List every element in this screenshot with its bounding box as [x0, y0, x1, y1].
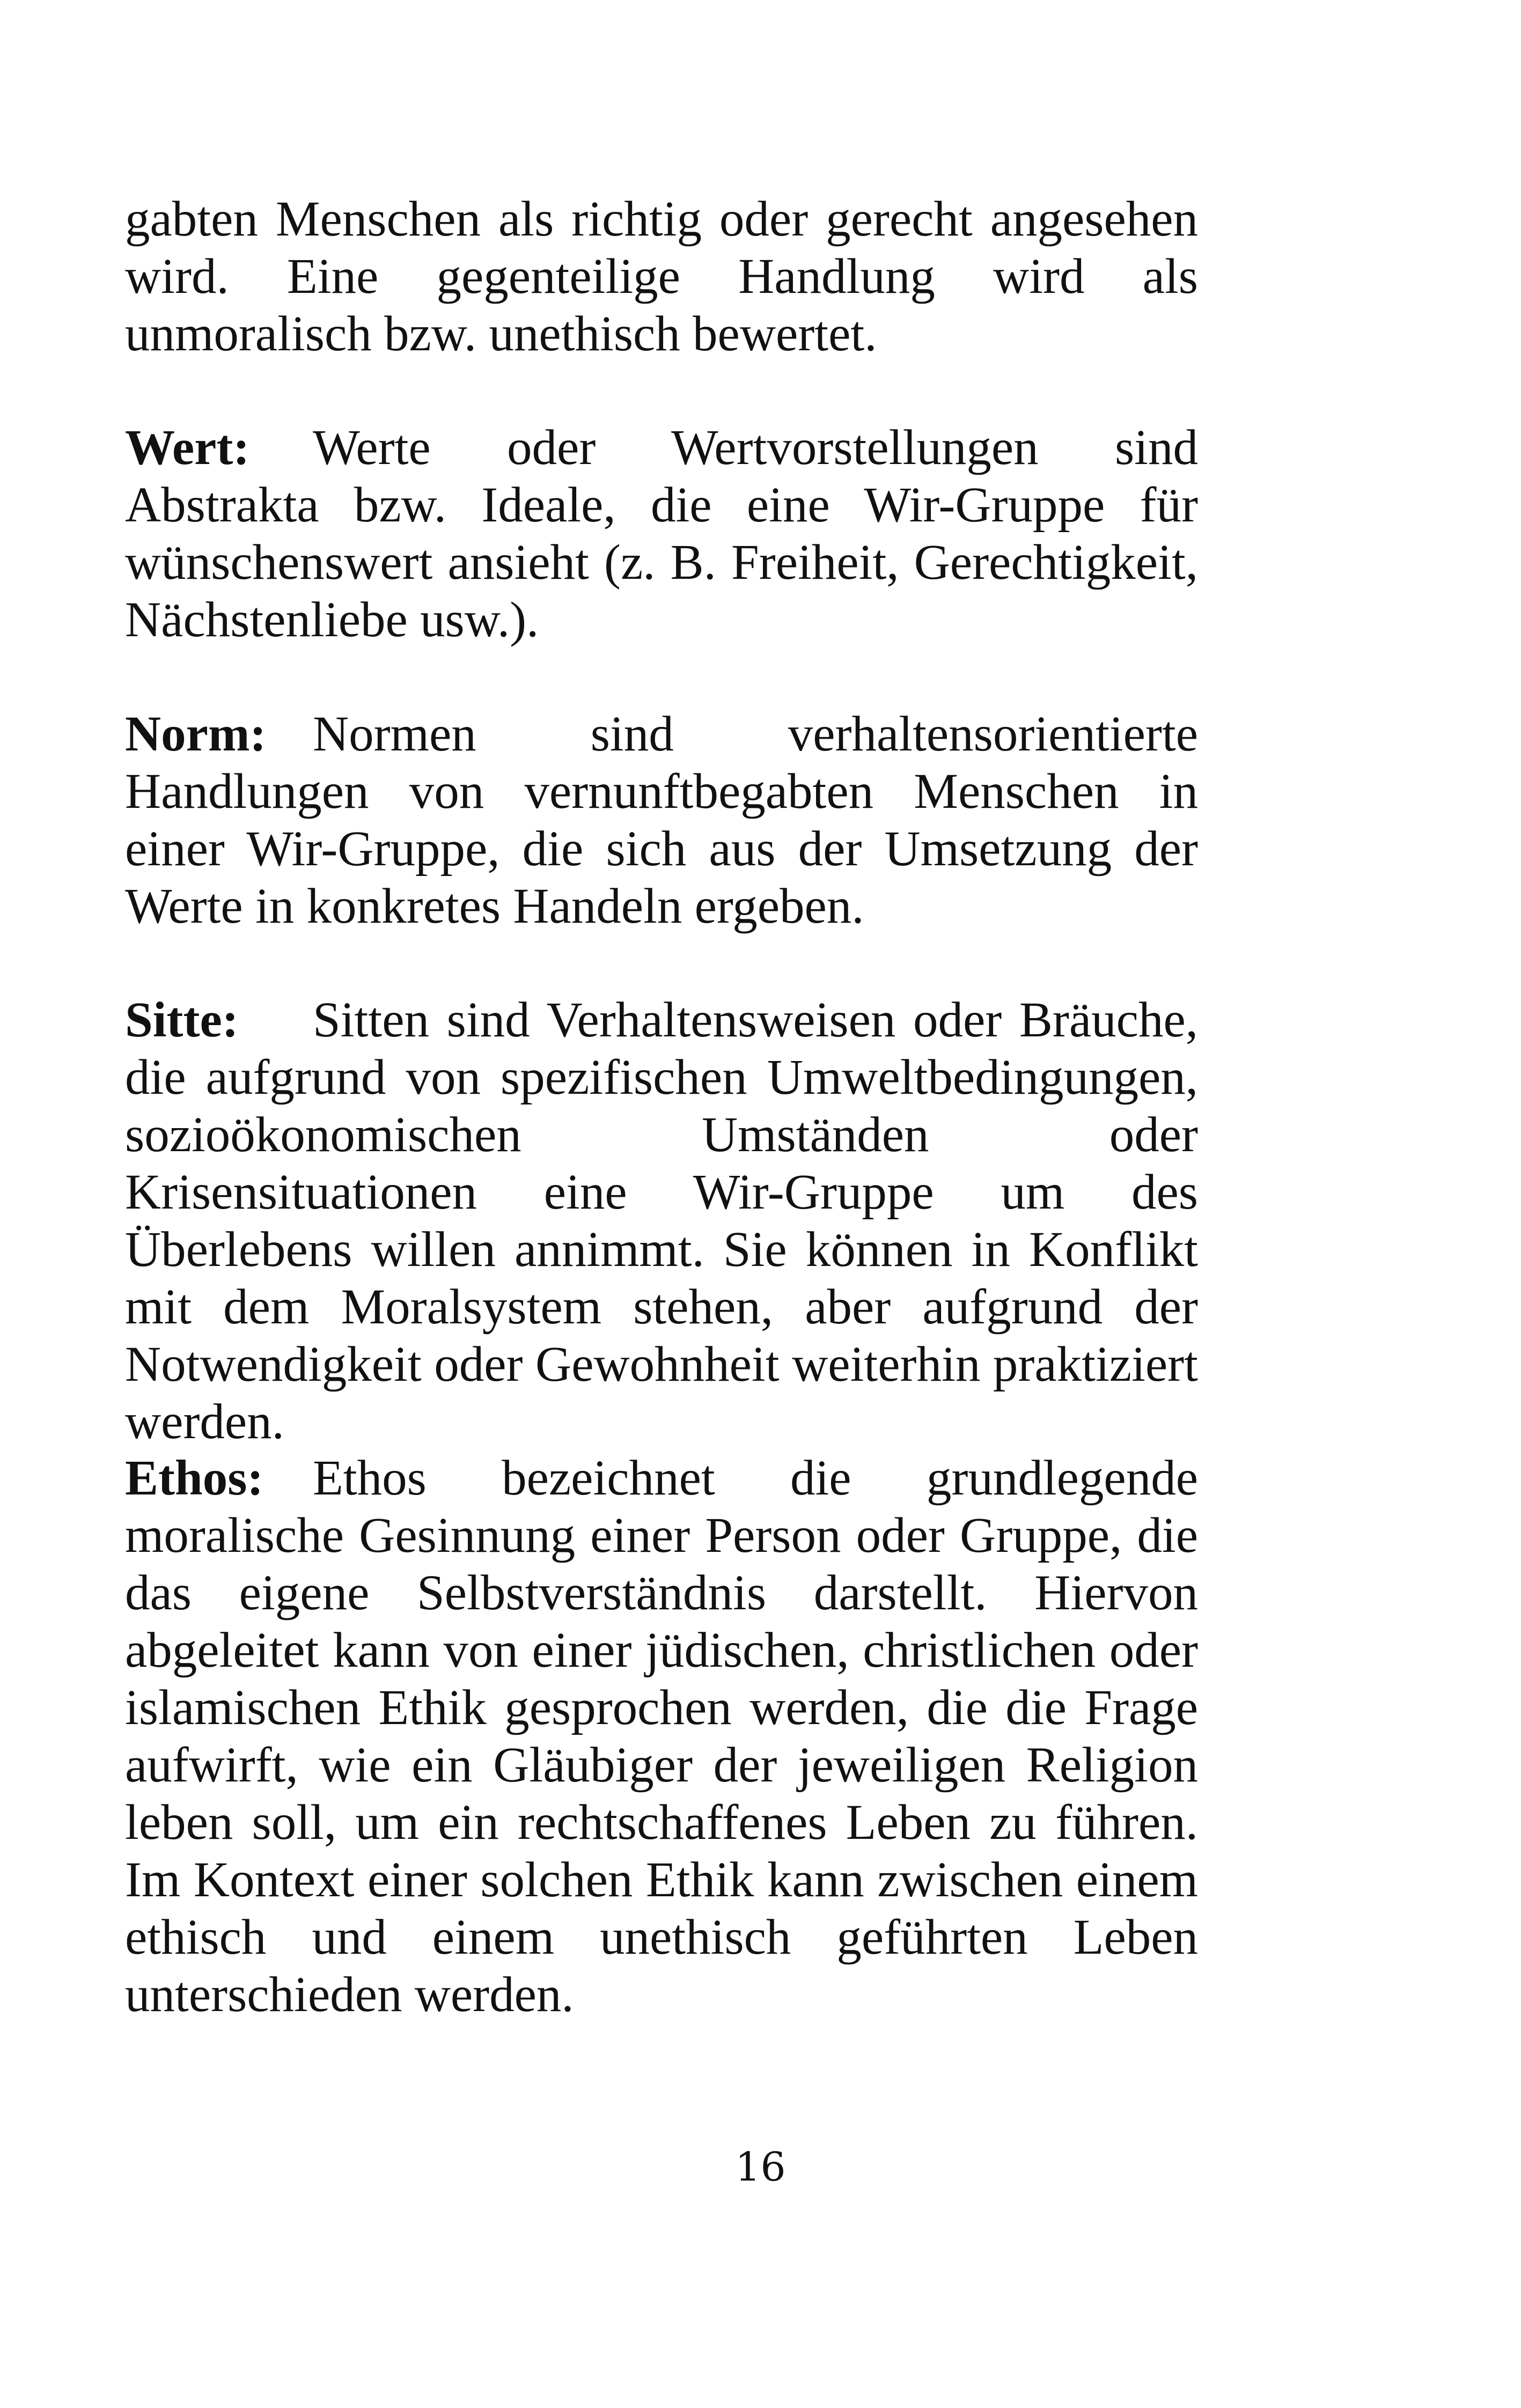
- page-number: 16: [735, 2144, 786, 2190]
- intro-text: gabten Menschen als richtig oder gerecht angesehen wird. Eine gegenteilige Handlung wird als unmoralisch bzw. unethisch bewertet.: [125, 192, 1198, 362]
- definition-norm-text: Normen sind verhaltensorientierte Handlungen von vernunftbegabten Menschen in einer Wir-Gruppe, die sich aus der Umsetzung der Werte in konkretes Handeln ergeben.: [125, 706, 1198, 934]
- intro-paragraph: [125, 190, 1198, 363]
- definition-sitte: [125, 991, 1198, 1450]
- term-ethos: Ethos:: [125, 1450, 264, 1506]
- definition-ethos: [125, 1449, 1198, 2023]
- term-sitte: Sitte:: [125, 992, 239, 1048]
- definition-ethos-text: Ethos bezeichnet die grundlegende moralische Gesinnung einer Person oder Gruppe, die das eigene Selbstverständnis darstellt. Hiervon abgeleitet kann von einer jüdischen, christlichen oder islamischen Ethik gesprochen werden, die die Frage aufwirft, wie ein Gläubiger der jeweiligen Religion leben soll, um ein rechtschaffenes Leben zu führen. Im Kontext einer solchen Ethik kann zwischen einem ethisch und einem unethisch geführten Leben unterschieden werden.: [125, 1450, 1198, 2022]
- term-norm: Norm:: [125, 706, 267, 762]
- definition-wert-text: Werte oder Wertvorstellungen sind Abstrakta bzw. Ideale, die eine Wir-Gruppe für wünschenswert ansieht (z. B. Freiheit, Gerechtigkeit, Nächstenliebe usw.).: [125, 420, 1198, 647]
- definition-norm: [125, 705, 1198, 935]
- term-wert: Wert:: [125, 420, 250, 475]
- definition-wert: [125, 419, 1198, 649]
- definition-sitte-text: Sitten sind Verhaltensweisen oder Bräuche, die aufgrund von spezifischen Umweltbedingungen, sozioökonomischen Umständen oder Krisensituationen eine Wir-Gruppe um des Überlebens willen annimmt. Sie können in Konflikt mit dem Moralsystem stehen, aber aufgrund der Notwendigkeit oder Gewohnheit weiterhin praktiziert werden.: [125, 992, 1198, 1449]
